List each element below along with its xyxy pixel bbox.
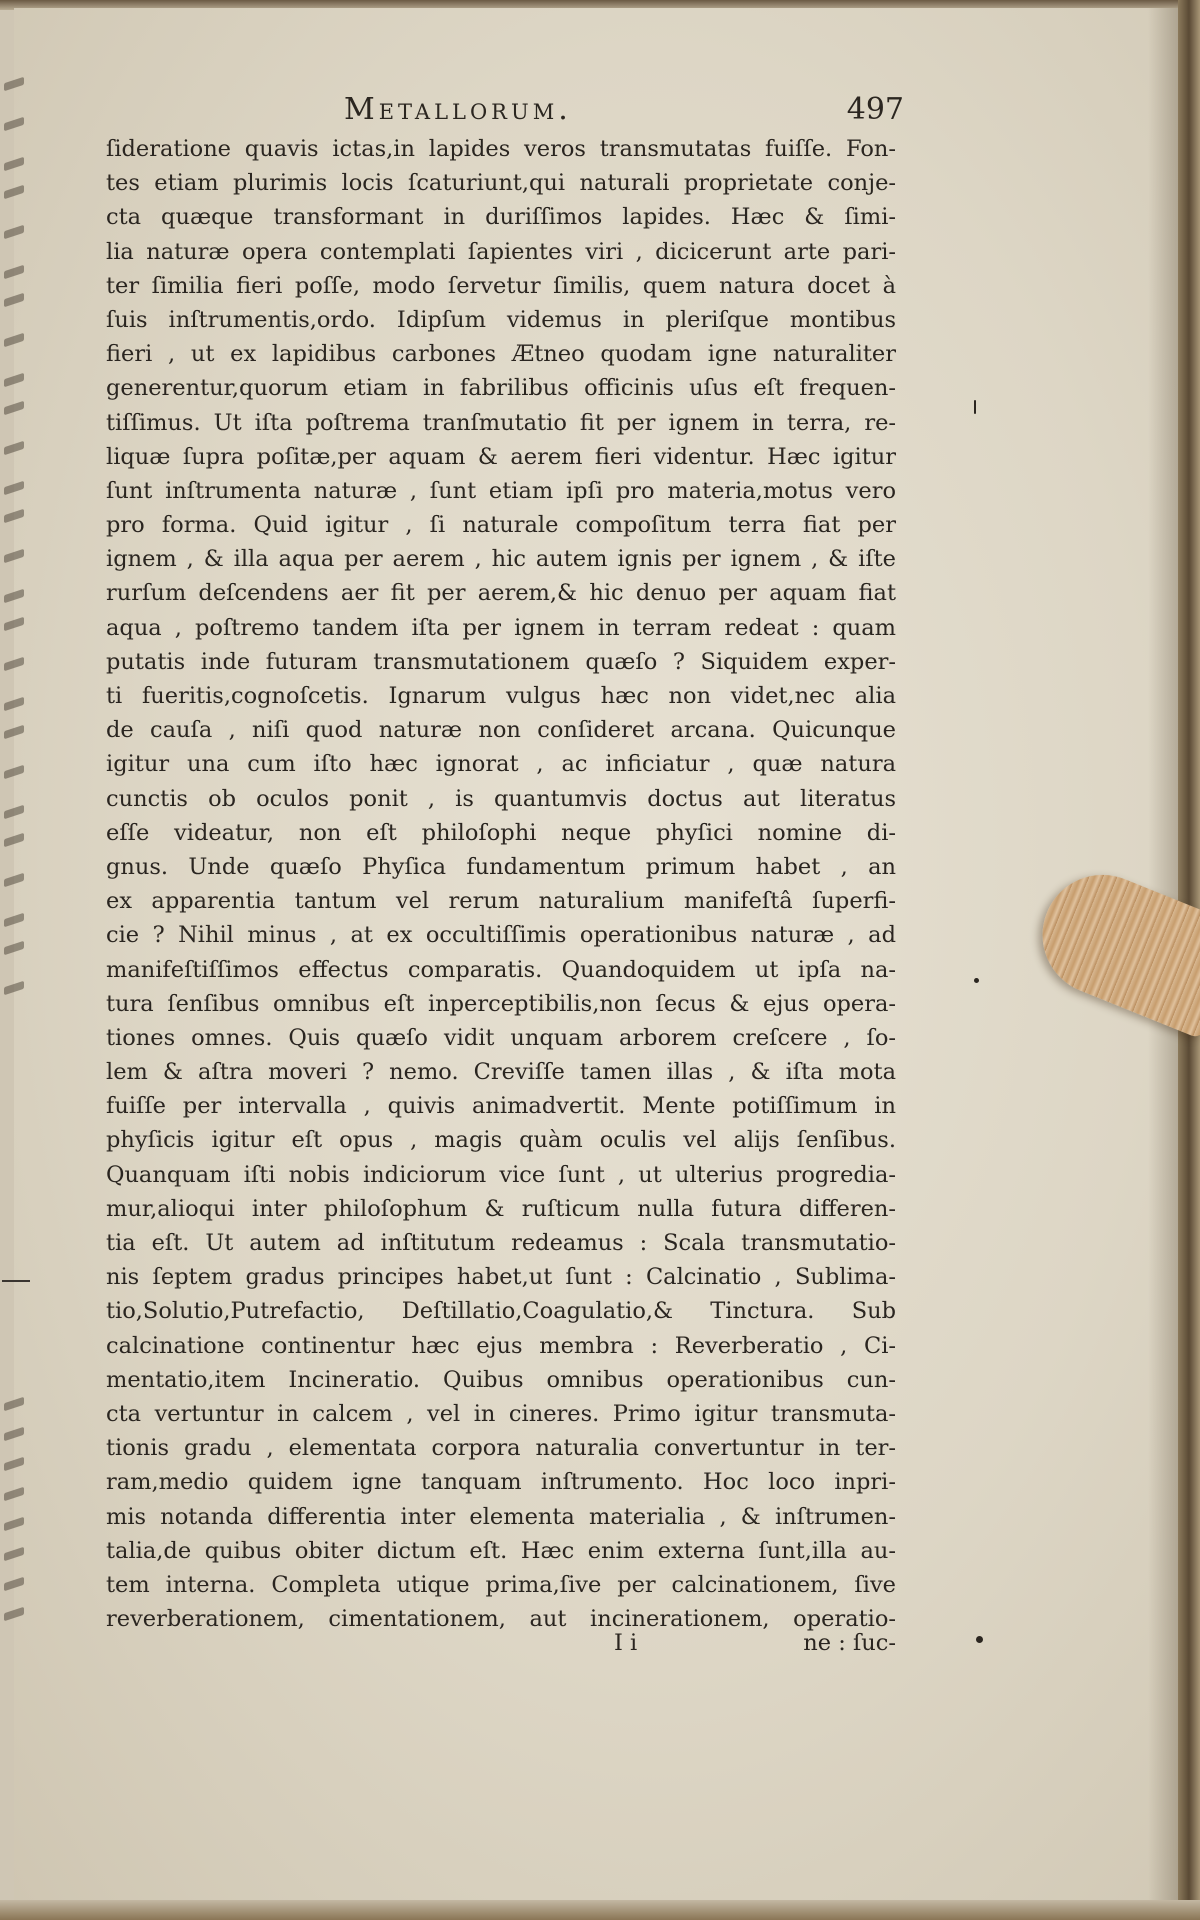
running-head: Metallorum. bbox=[344, 92, 572, 127]
book-page bbox=[14, 8, 1178, 1902]
ink-speck bbox=[974, 400, 976, 414]
edge-mark bbox=[4, 805, 24, 819]
text-line: pro forma. Quid igitur , ſi naturale compoſitum terra fiat per bbox=[106, 512, 896, 539]
text-line: calcinatione continentur hæc ejus membra : Reverberatio , Ci- bbox=[106, 1332, 896, 1359]
edge-mark bbox=[4, 77, 24, 91]
text-line: ignem , & illa aqua per aerem , hic autem ignis per ignem , & iſte bbox=[106, 546, 896, 573]
edge-mark bbox=[4, 1427, 24, 1441]
text-line: ſuis inſtrumentis,ordo. Idipſum videmus in pleriſque montibus bbox=[106, 306, 896, 333]
page-number: 497 bbox=[846, 92, 904, 127]
edge-mark bbox=[4, 1547, 24, 1561]
edge-mark bbox=[4, 509, 24, 523]
text-line: talia,de quibus obiter dictum eſt. Hæc enim externa ſunt,illa au- bbox=[106, 1537, 896, 1564]
text-line: mur,alioqui inter philoſophum & ruſticum nulla futura differen- bbox=[106, 1195, 896, 1222]
text-line: ram,medio quidem igne tanquam inſtrumento. Hoc loco inpri- bbox=[106, 1469, 896, 1496]
text-line: tiſſimus. Ut iſta poſtrema tranſmutatio fit per ignem in terra, re- bbox=[106, 409, 896, 436]
edge-mark bbox=[4, 941, 24, 955]
edge-mark bbox=[4, 1487, 24, 1501]
text-line: eſſe videatur, non eſt philoſophi neque phyſici nomine di- bbox=[106, 819, 896, 846]
edge-mark bbox=[4, 1577, 24, 1591]
edge-mark bbox=[4, 697, 24, 711]
text-line: aqua , poſtremo tandem iſta per ignem in terram redeat : quam bbox=[106, 614, 896, 641]
text-line: Quanquam iſti nobis indiciorum vice ſunt , ut ulterius progredia- bbox=[106, 1161, 896, 1188]
ink-speck bbox=[976, 1636, 983, 1643]
edge-mark bbox=[4, 225, 24, 239]
text-line: ti fueritis,cognoſcetis. Ignarum vulgus hæc non videt,nec alia bbox=[106, 683, 896, 709]
text-line: tia eſt. Ut autem ad inſtitutum redeamus : Scala transmutatio- bbox=[106, 1230, 896, 1256]
edge-mark bbox=[4, 1517, 24, 1531]
text-line: cta vertuntur in calcem , vel in cineres. Primo igitur transmuta- bbox=[106, 1400, 896, 1427]
margin-dash bbox=[2, 1280, 30, 1282]
edge-mark bbox=[4, 1607, 24, 1621]
text-line: ter ſimilia fieri poſſe, modo ſervetur ſimilis, quem natura docet à bbox=[106, 272, 896, 299]
signature-mark: I i bbox=[614, 1630, 638, 1656]
text-line: mentatio,item Incineratio. Quibus omnibus operationibus cun- bbox=[106, 1366, 896, 1393]
edge-mark bbox=[4, 617, 24, 631]
catchword: ne : ſuc- bbox=[803, 1630, 896, 1656]
text-line: tionis gradu , elementata corpora naturalia convertuntur in ter- bbox=[106, 1435, 896, 1462]
text-line: mis notanda differentia inter elementa materialia , & inſtrumen- bbox=[106, 1503, 896, 1530]
edge-mark bbox=[4, 373, 24, 387]
bottom-page-edge bbox=[0, 1900, 1200, 1920]
page-header bbox=[344, 92, 904, 132]
text-line: lia naturæ opera contemplati ſapientes viri , dicicerunt arte pari- bbox=[106, 238, 896, 265]
text-line: generentur,quorum etiam in fabrilibus officinis uſus eſt frequen- bbox=[106, 375, 896, 402]
text-line: tura ſenſibus omnibus eſt inperceptibilis,non ſecus & ejus opera- bbox=[106, 990, 896, 1017]
edge-mark bbox=[4, 1397, 24, 1411]
text-line: rurſum deſcendens aer fit per aerem,& hic denuo per aquam fiat bbox=[106, 580, 896, 607]
edge-mark bbox=[4, 589, 24, 603]
text-line: cta quæque transformant in duriſſimos lapides. Hæc & ſimi- bbox=[106, 204, 896, 231]
text-line: tes etiam plurimis locis ſcaturiunt,qui naturali proprietate conje- bbox=[106, 170, 896, 197]
edge-mark bbox=[4, 481, 24, 495]
edge-mark bbox=[4, 765, 24, 779]
edge-mark bbox=[4, 117, 24, 131]
edge-mark bbox=[4, 657, 24, 671]
edge-mark bbox=[4, 549, 24, 563]
page-footer bbox=[614, 1630, 896, 1664]
edge-mark bbox=[4, 293, 24, 307]
left-page-edge-marks bbox=[0, 60, 34, 1620]
text-line: nis ſeptem gradus principes habet,ut ſunt : Calcinatio , Sublima- bbox=[106, 1264, 896, 1291]
edge-mark bbox=[4, 725, 24, 739]
edge-mark bbox=[4, 333, 24, 347]
ink-speck bbox=[974, 978, 979, 983]
edge-mark bbox=[4, 441, 24, 455]
text-line: gnus. Unde quæſo Phyſica fundamentum primum habet , an bbox=[106, 853, 896, 880]
text-line: ſideratione quavis ictas,in lapides veros transmutatas fuiſſe. Fon- bbox=[106, 136, 896, 162]
edge-mark bbox=[4, 1457, 24, 1471]
edge-mark bbox=[4, 833, 24, 847]
text-line: putatis inde futuram transmutationem quæſo ? Siquidem exper- bbox=[106, 648, 896, 675]
edge-mark bbox=[4, 981, 24, 995]
edge-mark bbox=[4, 185, 24, 199]
text-line: cunctis ob oculos ponit , is quantumvis doctus aut literatus bbox=[106, 785, 896, 812]
text-line: lem & aſtra moveri ? nemo. Creviſſe tamen illas , & iſta mota bbox=[106, 1059, 896, 1086]
edge-mark bbox=[4, 401, 24, 415]
text-line: reverberationem, cimentationem, aut incinerationem, operatio- bbox=[106, 1606, 896, 1633]
text-line: phyſicis igitur eſt opus , magis quàm oculis vel alijs ſenſibus. bbox=[106, 1127, 896, 1154]
text-line: tio,Solutio,Putrefactio, Deſtillatio,Coagulatio,& Tinctura. Sub bbox=[106, 1298, 896, 1325]
text-line: igitur una cum iſto hæc ignorat , ac inficiatur , quæ natura bbox=[106, 751, 896, 778]
edge-mark bbox=[4, 265, 24, 279]
text-line: ex apparentia tantum vel rerum naturalium manifeſtâ ſuperfi- bbox=[106, 888, 896, 915]
edge-mark bbox=[4, 873, 24, 887]
text-line: de cauſa , niſi quod naturæ non conſideret arcana. Quicunque bbox=[106, 717, 896, 744]
text-line: fieri , ut ex lapidibus carbones Ætneo quodam igne naturaliter bbox=[106, 341, 896, 368]
text-line: tiones omnes. Quis quæſo vidit unquam arborem creſcere , ſo- bbox=[106, 1024, 896, 1051]
body-text bbox=[106, 132, 896, 1636]
edge-mark bbox=[4, 157, 24, 171]
text-line: fuiſſe per intervalla , quivis animadvertit. Mente potiſſimum in bbox=[106, 1093, 896, 1120]
edge-mark bbox=[4, 913, 24, 927]
text-line: tem interna. Completa utique prima,ſive per calcinationem, ſive bbox=[106, 1571, 896, 1598]
text-line: cie ? Nihil minus , at ex occultiſſimis operationibus naturæ , ad bbox=[106, 922, 896, 949]
text-line: ſunt inſtrumenta naturæ , ſunt etiam ipſi pro materia,motus vero bbox=[106, 477, 896, 504]
text-line: manifeſtiſſimos effectus comparatis. Quandoquidem ut ipſa na- bbox=[106, 956, 896, 983]
text-line: liquæ ſupra poſitæ,per aquam & aerem fieri videntur. Hæc igitur bbox=[106, 443, 896, 470]
